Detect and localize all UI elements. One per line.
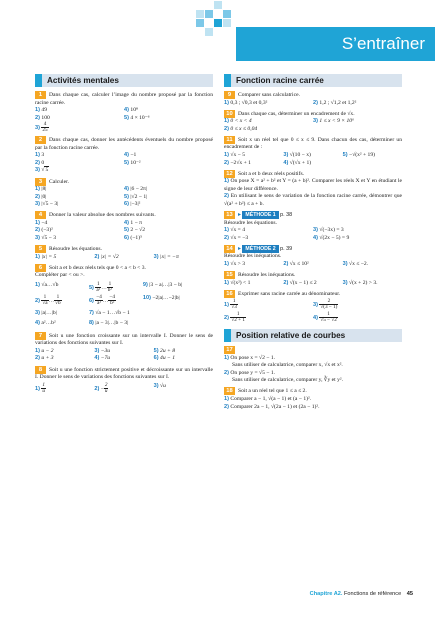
exercise-4: 4 Donner la valeur absolue des nombres suivants. 1) −4 4) 1 − π 2) (−3)² 5) 2 − √2 3) √5 − 3 6) (−1)⁵	[35, 212, 156, 241]
exercise-5: 5 Résoudre les équations. 1) |x| = 5 2) |x| = √2 3) |x| = −π	[35, 246, 179, 260]
method-1-link[interactable]: MÉTHODE 1	[242, 211, 278, 219]
exercise-1: 1 Dans chaque cas, calculer l’image du nombre proposé par la fonction racine carrée. 1) 49 4) 10⁸ 2) 100 5) 4 × 10⁻⁶ 3) $\frac{4}{25}$	[35, 92, 213, 134]
exercise-16: 16 Exprimer sans racine carrée au dénominateur. 1) $\frac{1}{√3}$ 3) $\frac{2}{√(3 - 1)}$ 2) $\frac{1}{√2 + 1}$ 4) $\frac{1}{√5 - √2}$	[224, 290, 341, 323]
exercise-10: 10 Dans chaque cas, déterminer un encadrement de √x. 1) 0 < x < 4 3) 1 ≤ x < 9 × 10⁶ 2) 0 ≤ x ≤ 0,04	[224, 110, 355, 132]
section-header-racine: Fonction racine carrée	[224, 74, 402, 87]
page-number: 45	[406, 591, 413, 597]
right-column	[224, 74, 402, 414]
method-2-link[interactable]: MÉTHODE 2	[242, 245, 278, 253]
exercise-6: 6 Soit a et b deux réels tels que 0 < a < b < 3. Compléter par < ou >. 1) √a…√b 5) $\frac{1}{\text{a²}}$ … $\frac{1}{\text{b²}}$ 9) |3 − a|…|3 − b| 2) $\frac{1}{√a}$ … $\frac{1}{√b}$ 6) $\frac{-4}{\text{a²}}$ … $\frac{-4}{\text{b²}}$ 10) −2|a|…−2|b| 3) |a|…|b| 7) √a − 1…√b − 1 4) a²…b² 8) |a − 3|…|b − 3|	[35, 264, 183, 327]
footer-chapter: Chapitre A2.	[309, 591, 343, 597]
decorative-squares	[196, 0, 238, 40]
exercise-8: 8 Soit u une fonction strictement positive et décroissante sur un intervalle I. Donner le sens de variations des fonctions suivantes sur I. 1) $\frac{1}{u}$ 2) − $\frac{2}{u}$ 3) √u	[35, 366, 213, 394]
exercise-17: 17 1) On pose x = √2 − 1. Sans utiliser de calculatrice, comparer x, √x et x². 2) On pose y = √5 − 1. Sans utiliser de calculatrice, comparer y, ∛y et y².	[224, 347, 343, 384]
exercise-18: 18 Soit a un réel tel que 1 ≤ a ≤ 2. 1) Comparer a − 1, √(a − 1) et (a − 1)². 2) Comparer 2a − 1, √(2a − 1) et (2a − 1)².	[224, 388, 320, 410]
exercise-9: 9 Comparer sans calculatrice. 1) 0,3 ; √0,3 et 0,3² 2) 1,2 ; √1,2 et 1,2²	[224, 92, 357, 106]
exercise-7: 7 Soit u une fonction croissante sur un intervalle I. Donner le sens de variations des fonctions suivantes sur I. 1) u − 2 3) −3u 5) 2u + 8 2) u + 3 4) −7u 6) 4u − 1	[35, 332, 213, 362]
footer-title: Fonctions de référence	[343, 591, 402, 597]
exercise-15: 15 Résoudre les inéquations. 1) √(x²) < 1 2) √(x − 1) ≤ 2 3) √(x + 2) > 3.	[224, 272, 378, 286]
exercise-13: 13 ▸ MÉTHODE 1 p. 38 Résoudre les équations. 1) √x = 4 3) √(−3x) = 3 2) √x = −3 4) √(2x − 5) = 9	[224, 212, 350, 241]
left-column	[35, 74, 213, 397]
section-header-activites: Activités mentales	[35, 74, 213, 87]
page-title: S’entraîner	[341, 34, 425, 53]
exercise-12: 12 Soit a et b deux réels positifs. 1) On pose X = a² + b² et Y = (a + b)². Comparer les réels X et Y en étudiant le signe de leur différence. 2) En utilisant le sens de variation de la fonction racine carrée, démontrer que √(a² + b²) ≤ a + b.	[224, 170, 402, 207]
page-footer	[263, 591, 413, 599]
exercise-11: 11 Soit x un réel tel que 0 ≤ x ≤ 9. Dans chacun des cas, déterminer un encadrement de : 1) √x − 5 3) √(10 − x) 5) −√(x² + 19) 2) −2√x + 1 4) √(√x + 1)	[224, 136, 402, 166]
exercise-3: 3 Calculer. 1) |8| 4) |6 − 2π| 2) |0| 5) |√2 − 1| 3) |√5 − 3| 6) |−3|²	[35, 178, 148, 208]
exercise-14: 14 ▸ MÉTHODE 2 p. 39 Résoudre les inéquations. 1) √x > 3 2) √x ≤ 10² 3) √x ≤ −2.	[224, 245, 369, 267]
exercise-2: 2 Dans chaque cas, donner les antécédents éventuels du nombre proposé par la fonction racine carrée. 1) 3 4) −1 2) 0 5) 10⁻² 3) √5	[35, 137, 213, 174]
section-header-position: Position relative de courbes	[224, 329, 402, 342]
